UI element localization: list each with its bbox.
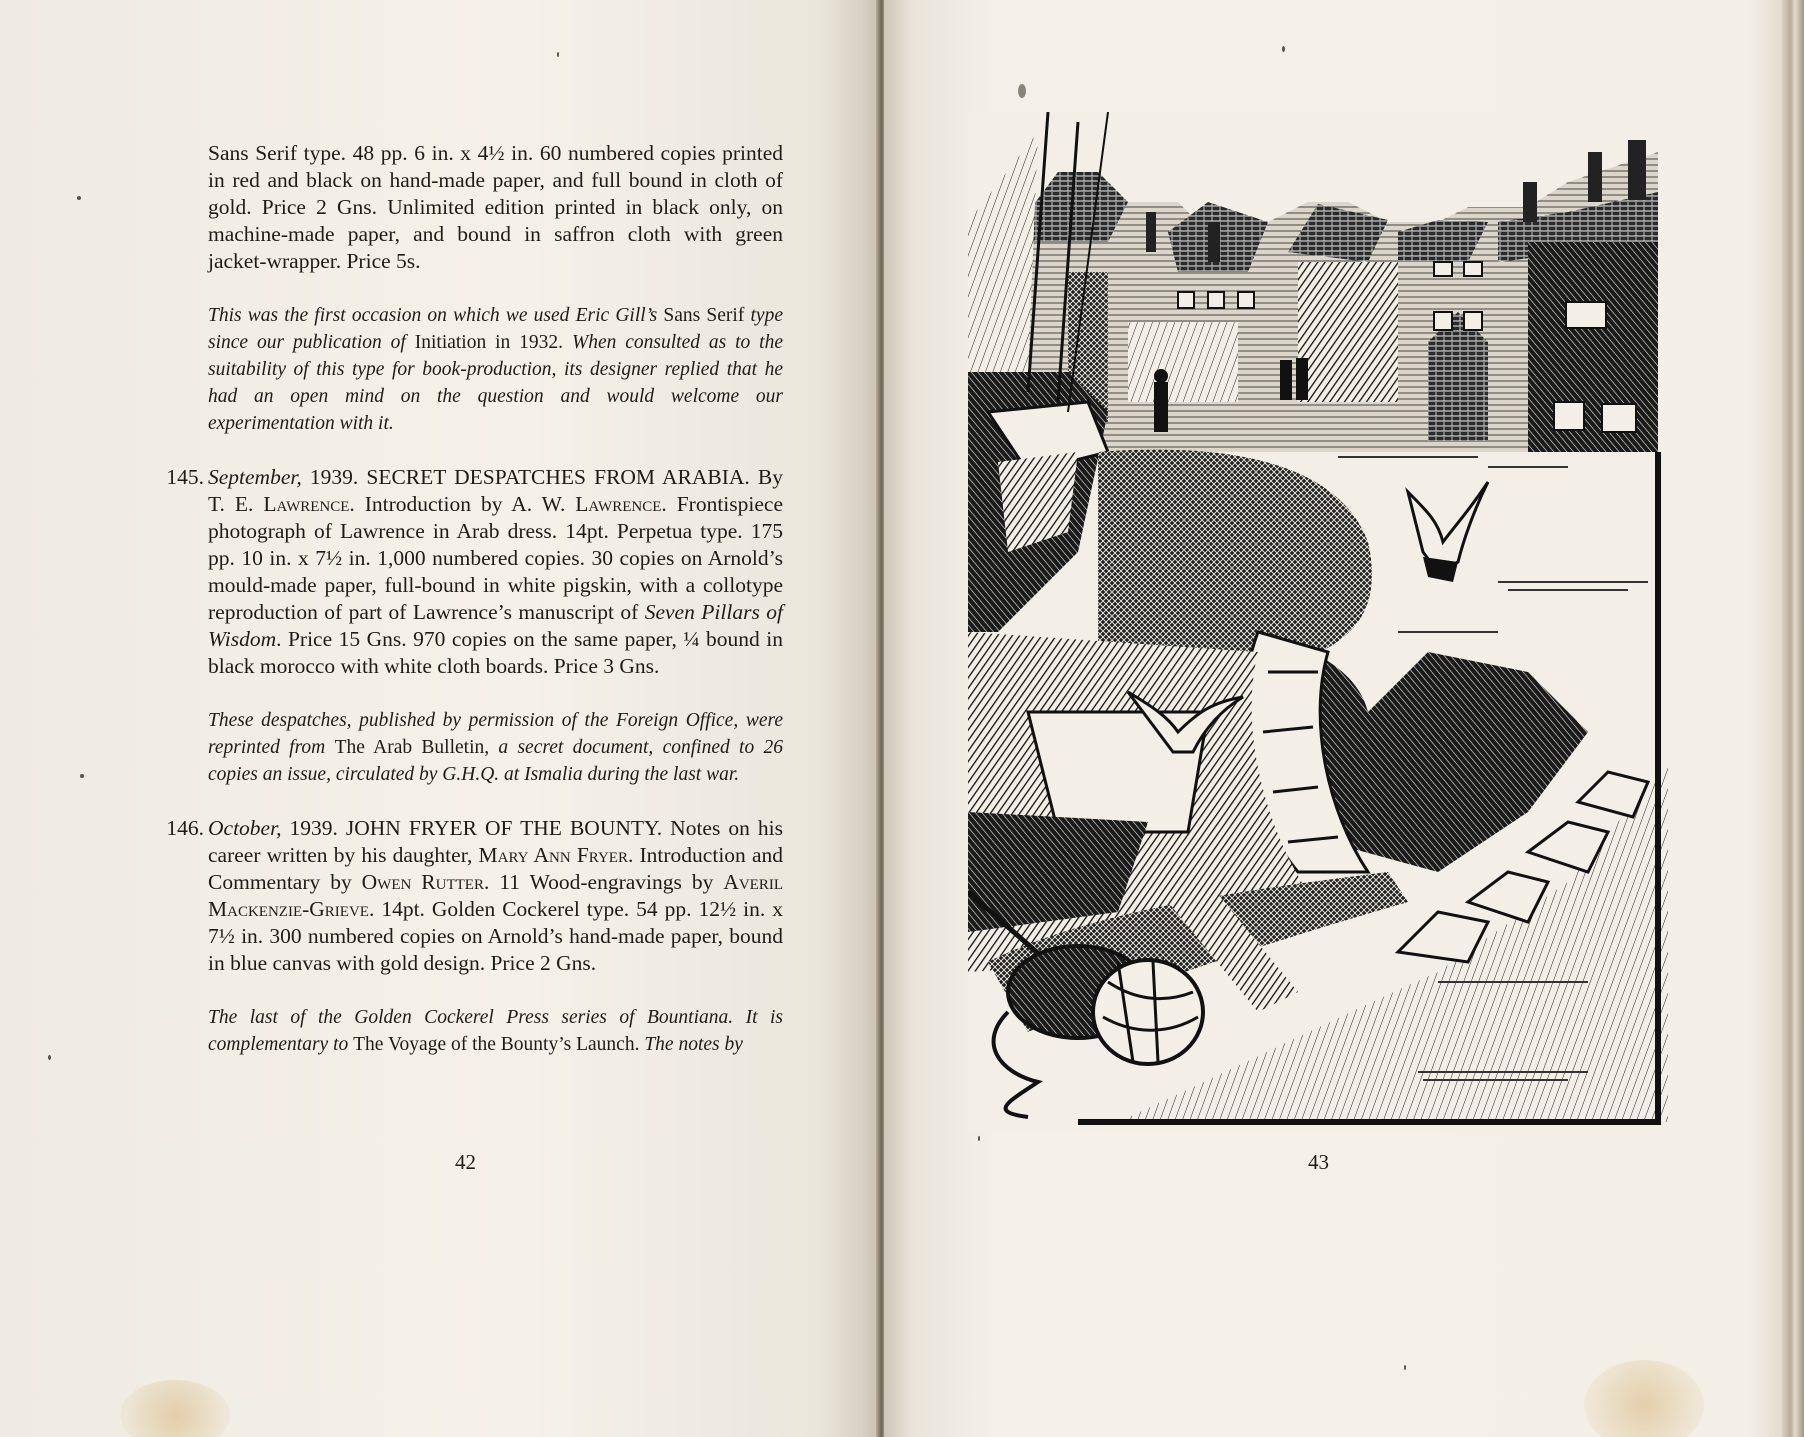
fraction: ½ [326, 546, 343, 570]
entry-text: . Frontispiece photograph of Lawrence in Arab dress. 14pt. Perpetua type. 175 pp. 10 in. x 7 [208, 492, 783, 570]
entry-author: Mary Ann Fryer [478, 843, 628, 867]
note-text: These despatches, published by permission of the Foreign Office, were reprinted from [208, 710, 783, 758]
intro-text: in. 60 numbered copies printed in red and black on hand-made paper, and full bound in cloth of gold. Price 2 Gns. Unlimited edition printed in black only, on machine-made paper, and bound in saffron cloth with green jacket-wrapper. Price 5s. [208, 141, 783, 273]
entry-text: . Introduction and Commentary by [208, 843, 783, 894]
note-text: a secret document, confined to 26 copies an issue, circulated by G.H.Q. at Ismalia during the last war. [208, 737, 783, 785]
ink-speck [1282, 46, 1285, 52]
intro-note [208, 302, 783, 437]
page-edge [1782, 0, 1804, 1437]
note-text: When consulted as to the suitability of this type for book-production, its designer replied that he had an open mind on the question and would welcome our experimentation with it. [208, 332, 783, 434]
catalogue-text [166, 140, 783, 1058]
entry-text: in. 300 numbered copies on Arnold’s hand-made paper, bound in blue canvas with gold design. Price 2 Gns. [208, 924, 783, 975]
note-text: type since our publication of [208, 305, 783, 353]
note-roman-text: The Voyage of the Bounty’s Launch. [353, 1034, 640, 1055]
intro-text: Sans Serif type. 48 pp. 6 in. x 4 [208, 141, 489, 165]
entry-text: . Introduction by A. W. [349, 492, 576, 516]
entry-number: 145. [166, 465, 204, 489]
ink-speck [557, 52, 559, 57]
ink-speck [978, 1136, 980, 1141]
ink-speck [1018, 84, 1026, 98]
entry-146 [166, 815, 783, 977]
note-145 [208, 707, 783, 788]
entry-text: in. 1,000 numbered copies. 30 copies on Arnold’s mould-made paper, full-bound in white pigskin, with a collotype reproduction of part of Lawrence’s manuscript of [208, 546, 783, 624]
entry-text: bound in black morocco with white cloth boards. Price 3 Gns. [208, 627, 783, 678]
entry-introducer: Owen Rutter [361, 870, 484, 894]
entry-date: October, [208, 816, 282, 840]
entry-introducer: Lawrence [575, 492, 662, 516]
entry-text: . 11 Wood-engravings by [483, 870, 724, 894]
entry-text: . Price 15 Gns. 970 copies on the same paper, [276, 627, 684, 651]
intro-paragraph [208, 140, 783, 275]
note-roman-text: Initiation in 1932. [414, 332, 564, 353]
fraction: ¼ [683, 627, 700, 651]
entry-text: 1939. SECRET DESPATCHES FROM ARABIA. By T. E. [208, 465, 783, 516]
entry-number: 146. [166, 816, 204, 840]
note-text: This was the first occasion on which we used Eric Gill’s [208, 305, 664, 326]
entry-engraver: Averil Mackenzie-Grieve [208, 870, 783, 921]
ink-speck [77, 196, 81, 200]
fraction: ½ [488, 141, 505, 165]
ink-speck [1404, 1365, 1406, 1370]
note-text: The last of the Golden Cockerel Press series of Bountiana. It is complementary to [208, 1007, 783, 1055]
harbour-engraving [968, 112, 1668, 1132]
left-page [0, 0, 880, 1437]
entry-work-title: Seven Pillars of Wisdom [208, 600, 783, 651]
page-number: 42 [455, 1150, 476, 1174]
ink-speck [80, 774, 84, 778]
foxing-stain [120, 1380, 230, 1437]
fraction: ½ [720, 897, 737, 921]
fraction: ½ [218, 924, 235, 948]
entry-145 [166, 464, 783, 680]
note-roman-text: Sans Serif [663, 305, 745, 326]
ink-speck [48, 1055, 51, 1060]
note-text: The notes by [639, 1034, 743, 1055]
foxing-stain [1584, 1360, 1704, 1437]
entry-text: 1939. JOHN FRYER OF THE BOUNTY. Notes on his career written by his daughter, [208, 816, 783, 867]
note-roman-text: The Arab Bulletin, [334, 737, 490, 758]
entry-date: September, [208, 465, 302, 489]
note-146 [208, 1004, 783, 1058]
page-number: 43 [1308, 1150, 1329, 1174]
entry-text: in. x 7 [208, 897, 783, 948]
entry-author: Lawrence [263, 492, 350, 516]
entry-text: . 14pt. Golden Cockerel type. 54 pp. 12 [368, 897, 721, 921]
